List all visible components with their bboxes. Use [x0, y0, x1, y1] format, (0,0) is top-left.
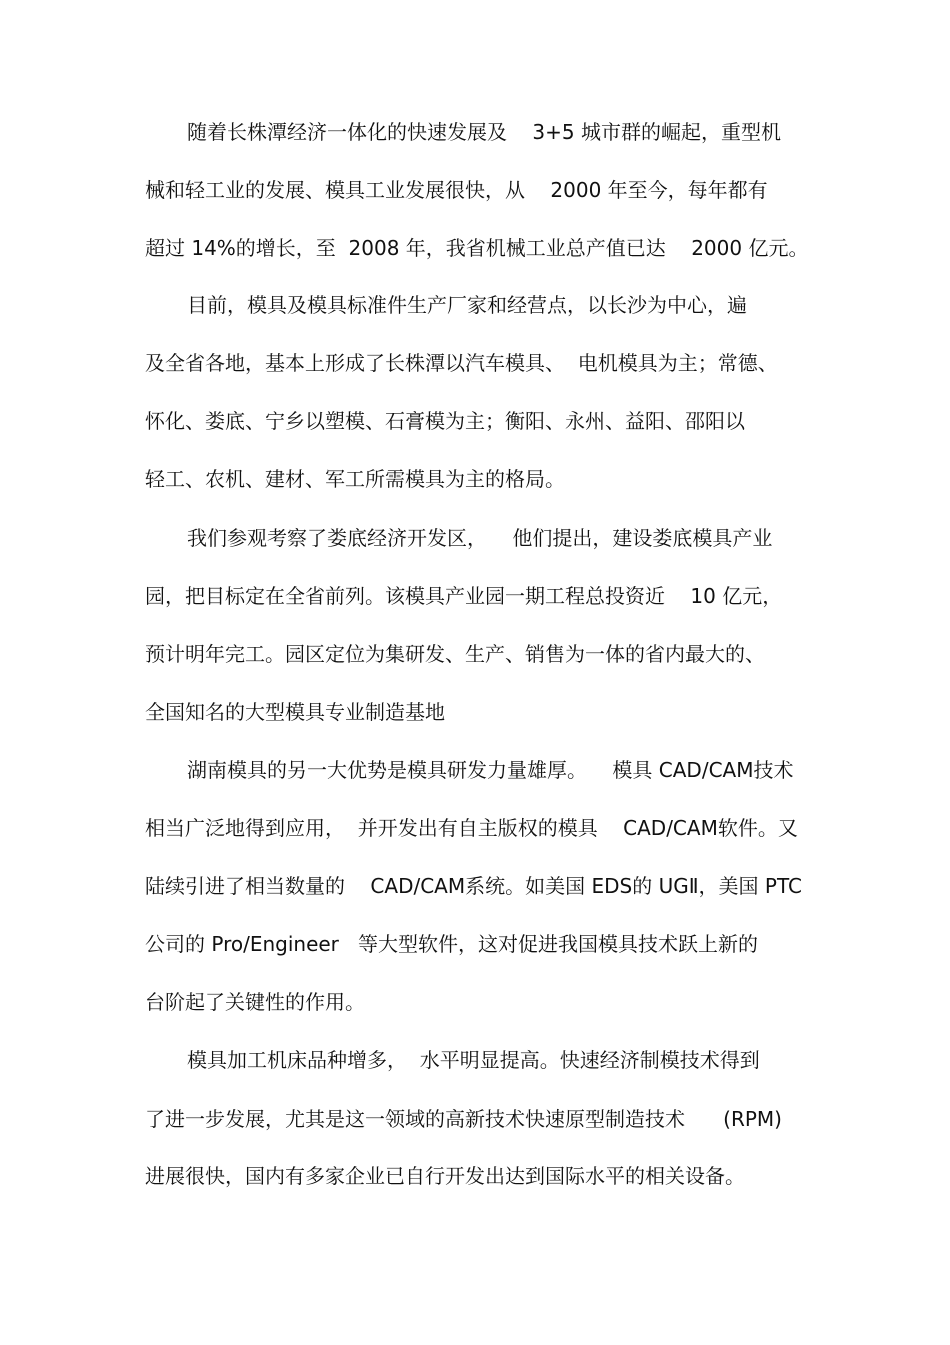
- paragraph-5-line-2: 了进一步发展，尤其是这一领域的高新技术快速原型制造技术 (RPM): [145, 1107, 782, 1131]
- paragraph-4-line-4: 公司的 Pro/Engineer 等大型软件，这对促进我国模具技术跃上新的: [145, 932, 758, 956]
- paragraph-4-line-2: 相当广泛地得到应用， 并开发出有自主版权的模具 CAD/CAM软件。又: [145, 816, 798, 840]
- paragraph-2-line-2: 及全省各地，基本上形成了长株潭以汽车模具、 电机模具为主；常德、: [145, 351, 778, 375]
- paragraph-3-line-1: 我们参观考察了娄底经济开发区， 他们提出，建设娄底模具产业: [187, 526, 773, 550]
- paragraph-2-line-4: 轻工、农机、建材、军工所需模具为主的格局。: [145, 467, 565, 491]
- paragraph-5-line-1: 模具加工机床品种增多， 水平明显提高。快速经济制模技术得到: [187, 1048, 760, 1072]
- paragraph-2-line-1: 目前，模具及模具标准件生产厂家和经营点，以长沙为中心，遍: [187, 293, 747, 317]
- paragraph-4-line-1: 湖南模具的另一大优势是模具研发力量雄厚。 模具 CAD/CAM技术: [187, 758, 794, 782]
- paragraph-4-line-5: 台阶起了关键性的作用。: [145, 990, 365, 1014]
- paragraph-5-line-3: 进展很快，国内有多家企业已自行开发出达到国际水平的相关设备。: [145, 1164, 745, 1188]
- paragraph-1-line-2: 械和轻工业的发展、模具工业发展很快，从 2000 年至今，每年都有: [145, 178, 768, 202]
- paragraph-3-line-4: 全国知名的大型模具专业制造基地: [145, 700, 445, 724]
- paragraph-1-line-1: 随着长株潭经济一体化的快速发展及 3+5 城市群的崛起，重型机: [187, 120, 781, 144]
- paragraph-3-line-3: 预计明年完工。园区定位为集研发、生产、销售为一体的省内最大的、: [145, 642, 765, 666]
- paragraph-2-line-3: 怀化、娄底、宁乡以塑模、石膏模为主；衡阳、永州、益阳、邵阳以: [145, 409, 745, 433]
- paragraph-4-line-3: 陆续引进了相当数量的 CAD/CAM系统。如美国 EDS的 UGⅡ，美国 PTC: [145, 874, 802, 898]
- paragraph-1-line-3: 超过 14%的增长，至 2008 年，我省机械工业总产值已达 2000 亿元。: [145, 236, 809, 260]
- paragraph-3-line-2: 园，把目标定在全省前列。该模具产业园一期工程总投资近 10 亿元，: [145, 584, 783, 608]
